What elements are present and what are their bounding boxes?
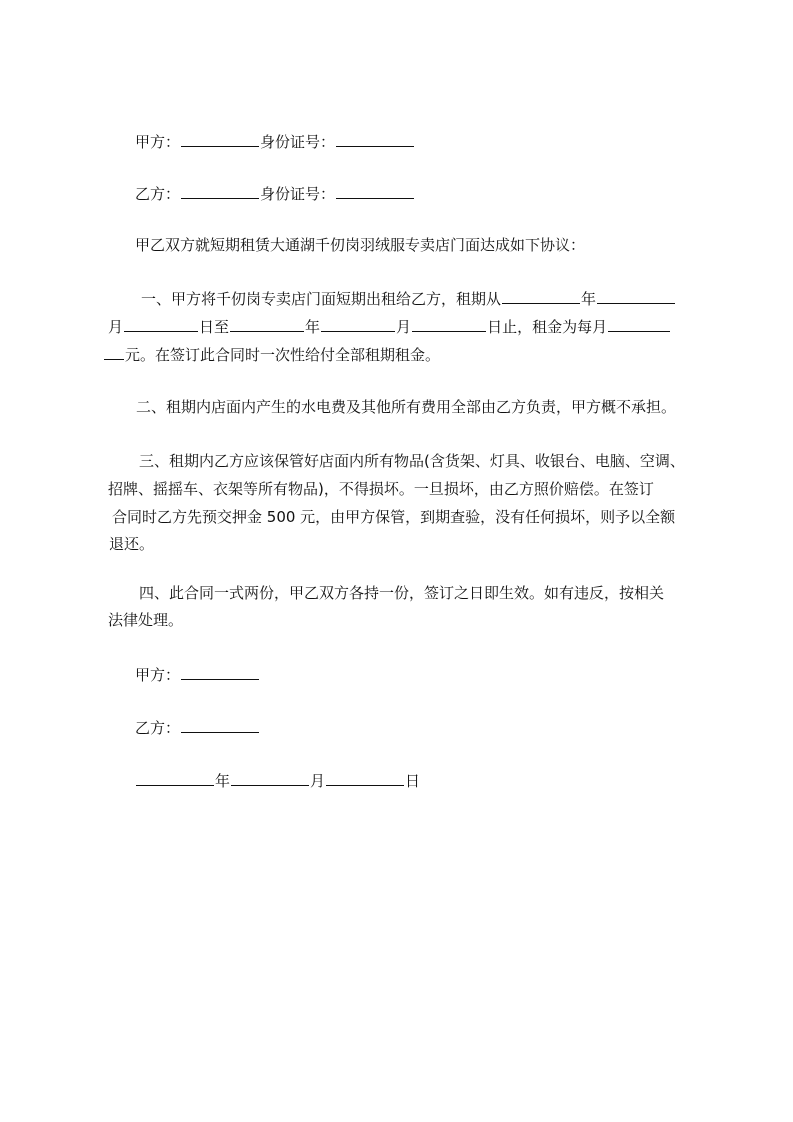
- start-month-blank: [597, 288, 675, 304]
- party-a-id-label: 身份证号：: [260, 133, 336, 151]
- party-a-label: 甲方：: [135, 133, 181, 151]
- signature-month-label: 月: [310, 772, 326, 790]
- clause-1-tail: 元。在签订此合同时一次性给付全部租期租金。: [125, 346, 441, 364]
- start-year-label: 年: [581, 290, 597, 308]
- start-day-label: 日至: [199, 318, 230, 336]
- intro-paragraph: 甲乙双方就短期租赁大通湖千仞岗羽绒服专卖店门面达成如下协议：: [135, 236, 586, 254]
- clause-1-line-3: [103, 344, 440, 364]
- clause-1-line-2: [108, 316, 671, 336]
- clause-3-line-4: 退还。: [109, 535, 155, 553]
- clause-3-line-2: 招牌、摇摇车、衣架等所有物品)，不得损坏。一旦损坏，由乙方照价赔偿。在签订: [108, 480, 654, 498]
- monthly-rent-blank: [608, 316, 670, 332]
- signature-party-a-label: 甲方：: [135, 666, 181, 684]
- signature-date: [135, 770, 420, 790]
- clause-4-line-2: 法律处理。: [108, 611, 184, 629]
- signature-party-b-label: 乙方：: [135, 719, 181, 737]
- signature-party-b-blank: [181, 717, 259, 733]
- start-month-label: 月: [108, 318, 124, 336]
- monthly-rent-blank-cont: [104, 344, 124, 360]
- party-b-id-blank: [336, 183, 414, 199]
- clause-2: 二、租期内店面内产生的水电费及其他所有费用全部由乙方负责，甲方概不承担。: [136, 398, 677, 416]
- start-day-blank: [124, 316, 198, 332]
- end-month-blank: [321, 316, 395, 332]
- signature-party-b: [135, 717, 260, 737]
- clause-1-text: 一、甲方将千仞岗专卖店门面短期出租给乙方，租期从: [141, 290, 502, 308]
- end-year-label: 年: [305, 318, 321, 336]
- party-b-header-line: [135, 183, 415, 203]
- signature-year-blank: [136, 770, 214, 786]
- end-month-label: 月: [396, 318, 412, 336]
- party-b-name-blank: [181, 183, 259, 199]
- end-year-blank: [230, 316, 304, 332]
- signature-month-blank: [231, 770, 309, 786]
- clause-3-line-1: 三、租期内乙方应该保管好店面内所有物品(含货架、灯具、收银台、电脑、空调、: [139, 452, 685, 470]
- signature-day-label: 日: [405, 772, 421, 790]
- clause-1-line-1: [141, 288, 676, 308]
- party-a-header-line: [135, 131, 415, 151]
- start-year-blank: [502, 288, 580, 304]
- signature-day-blank: [326, 770, 404, 786]
- signature-year-label: 年: [215, 772, 231, 790]
- clause-4-line-1: 四、此合同一式两份，甲乙双方各持一份，签订之日即生效。如有违反，按相关: [139, 584, 665, 602]
- party-a-id-blank: [336, 131, 414, 147]
- signature-party-a-blank: [181, 664, 259, 680]
- party-a-name-blank: [181, 131, 259, 147]
- party-b-label: 乙方：: [135, 185, 181, 203]
- signature-party-a: [135, 664, 260, 684]
- clause-3-line-3: 合同时乙方先预交押金 500 元，由甲方保管，到期查验，没有任何损坏，则予以全额: [112, 508, 676, 526]
- end-day-blank: [412, 316, 486, 332]
- end-day-label: 日止，租金为每月: [487, 318, 608, 336]
- party-b-id-label: 身份证号：: [260, 185, 336, 203]
